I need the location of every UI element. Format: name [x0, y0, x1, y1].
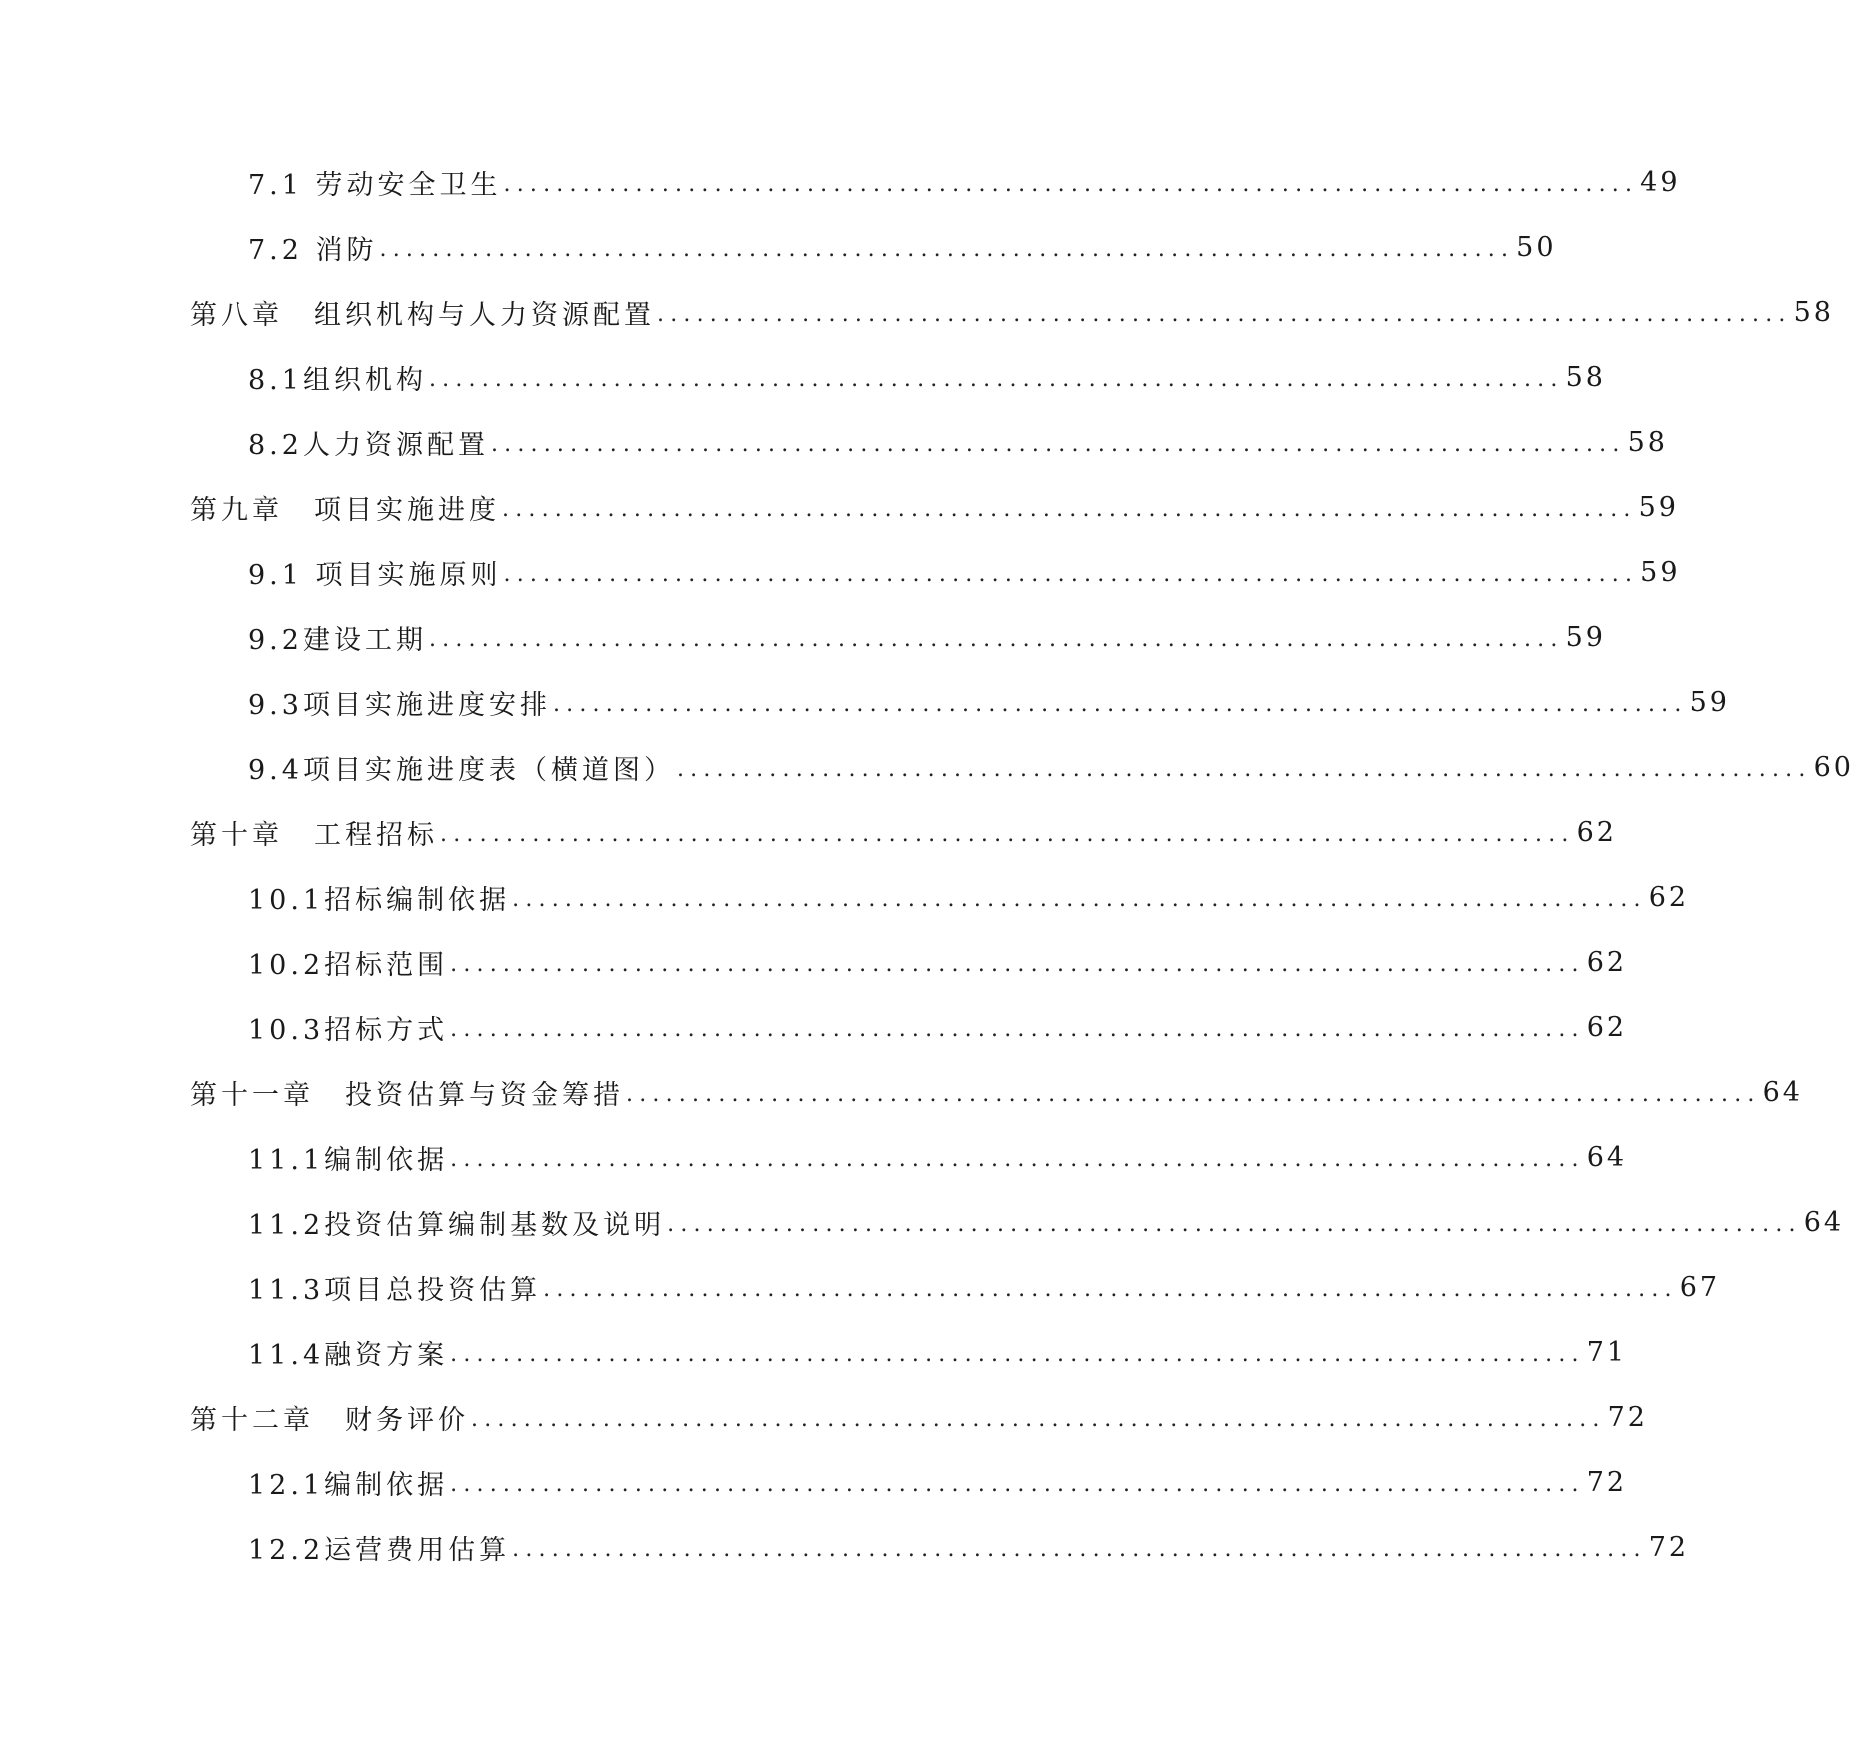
- toc-section-entry[interactable]: [190, 995, 1628, 1060]
- toc-page-number: 59: [1689, 687, 1730, 718]
- toc-entry-title: 12.1编制依据: [248, 1470, 449, 1501]
- toc-page-number: 58: [1627, 427, 1668, 458]
- toc-section-entry[interactable]: [190, 605, 1606, 670]
- toc-dot-leader: ......................................................................................: [440, 822, 1575, 847]
- toc-section-entry[interactable]: [190, 670, 1730, 735]
- toc-dot-leader: ......................................................................................: [428, 627, 1564, 652]
- toc-dot-leader: ......................................................................................: [657, 302, 1792, 327]
- toc-entry-title: 第十一章 投资估算与资金筹措: [190, 1080, 624, 1111]
- toc-dot-leader: ......................................................................................: [552, 692, 1688, 717]
- toc-dot-leader: ......................................................................................: [450, 1342, 1585, 1367]
- toc-dot-leader: ......................................................................................: [512, 887, 1647, 912]
- toc-page-number: 50: [1516, 232, 1557, 263]
- toc-page-number: 72: [1648, 1532, 1690, 1563]
- table-of-contents: [190, 150, 1854, 1580]
- toc-entry-title: 11.3项目总投资估算: [248, 1275, 542, 1306]
- toc-page-number: 67: [1679, 1272, 1721, 1303]
- toc-dot-leader: ......................................................................................: [428, 367, 1564, 392]
- toc-section-entry[interactable]: [190, 735, 1854, 800]
- toc-section-entry[interactable]: [190, 540, 1681, 605]
- toc-dot-leader: ......................................................................................: [667, 1212, 1802, 1237]
- toc-entry-title: 8.2人力资源配置: [248, 430, 489, 461]
- toc-dot-leader: ......................................................................................: [471, 1407, 1606, 1432]
- toc-entry-title: 10.3招标方式: [248, 1015, 449, 1046]
- toc-page-number: 64: [1762, 1077, 1803, 1108]
- toc-section-entry[interactable]: [190, 410, 1668, 475]
- toc-section-entry[interactable]: [190, 1255, 1721, 1320]
- toc-entry-title: 9.3项目实施进度安排: [248, 690, 551, 721]
- toc-chapter-entry[interactable]: [190, 280, 1834, 345]
- toc-dot-leader: ......................................................................................: [450, 1472, 1585, 1497]
- toc-entry-title: 9.4项目实施进度表（横道图）: [248, 755, 675, 786]
- toc-dot-leader: ......................................................................................: [502, 497, 1637, 522]
- toc-dot-leader: ......................................................................................: [379, 237, 1515, 262]
- toc-entry-title: 10.1招标编制依据: [248, 885, 511, 916]
- toc-dot-leader: ......................................................................................: [512, 1537, 1647, 1562]
- toc-section-entry[interactable]: [190, 1320, 1628, 1385]
- toc-chapter-entry[interactable]: [190, 800, 1617, 865]
- toc-page-number: 72: [1586, 1467, 1628, 1498]
- toc-entry-title: 7.1 劳动安全卫生: [248, 170, 502, 201]
- toc-dot-leader: ......................................................................................: [503, 562, 1639, 587]
- toc-page-number: 72: [1607, 1402, 1648, 1433]
- toc-page-number: 58: [1793, 297, 1834, 328]
- toc-page-number: 58: [1565, 362, 1606, 393]
- toc-section-entry[interactable]: [190, 865, 1690, 930]
- toc-entry-title: 11.1编制依据: [248, 1145, 449, 1176]
- toc-dot-leader: ......................................................................................: [450, 1017, 1585, 1042]
- toc-chapter-entry[interactable]: [190, 475, 1679, 540]
- toc-page-number: 59: [1640, 557, 1681, 588]
- toc-entry-title: 第九章 项目实施进度: [190, 495, 500, 526]
- toc-entry-title: 第十章 工程招标: [190, 820, 438, 851]
- toc-section-entry[interactable]: [190, 1125, 1628, 1190]
- toc-entry-title: 第八章 组织机构与人力资源配置: [190, 300, 655, 331]
- toc-dot-leader: ......................................................................................: [490, 432, 1626, 457]
- toc-entry-title: 11.2投资估算编制基数及说明: [248, 1210, 666, 1241]
- toc-dot-leader: ......................................................................................: [543, 1277, 1678, 1302]
- toc-dot-leader: ......................................................................................: [676, 757, 1812, 782]
- toc-entry-title: 8.1组织机构: [248, 365, 427, 396]
- toc-page-number: 60: [1813, 752, 1854, 783]
- toc-entry-title: 12.2运营费用估算: [248, 1535, 511, 1566]
- toc-entry-title: 7.2 消防: [248, 235, 378, 266]
- toc-page-number: 62: [1586, 1012, 1628, 1043]
- toc-dot-leader: ......................................................................................: [450, 1147, 1585, 1172]
- toc-entry-title: 10.2招标范围: [248, 950, 449, 981]
- toc-section-entry[interactable]: [190, 345, 1606, 410]
- toc-page-number: 62: [1576, 817, 1617, 848]
- toc-chapter-entry[interactable]: [190, 1060, 1803, 1125]
- toc-section-entry[interactable]: [190, 215, 1557, 280]
- toc-section-entry[interactable]: [190, 1450, 1628, 1515]
- toc-page-number: 64: [1586, 1142, 1628, 1173]
- toc-entry-title: 第十二章 财务评价: [190, 1405, 469, 1436]
- toc-chapter-entry[interactable]: [190, 1385, 1648, 1450]
- toc-page-number: 59: [1638, 492, 1679, 523]
- toc-page-number: 71: [1586, 1337, 1628, 1368]
- toc-section-entry[interactable]: [190, 1515, 1690, 1580]
- toc-page-number: 62: [1648, 882, 1690, 913]
- toc-dot-leader: ......................................................................................: [450, 952, 1585, 977]
- toc-section-entry[interactable]: [190, 1190, 1845, 1255]
- toc-dot-leader: ......................................................................................: [626, 1082, 1761, 1107]
- toc-section-entry[interactable]: [190, 150, 1681, 215]
- toc-page-number: 62: [1586, 947, 1628, 978]
- toc-entry-title: 9.2建设工期: [248, 625, 427, 656]
- toc-page-number: 59: [1565, 622, 1606, 653]
- toc-dot-leader: ......................................................................................: [503, 172, 1639, 197]
- toc-page-number: 64: [1803, 1207, 1845, 1238]
- toc-page-number: 49: [1640, 167, 1681, 198]
- toc-entry-title: 11.4融资方案: [248, 1340, 449, 1371]
- toc-entry-title: 9.1 项目实施原则: [248, 560, 502, 591]
- toc-section-entry[interactable]: [190, 930, 1628, 995]
